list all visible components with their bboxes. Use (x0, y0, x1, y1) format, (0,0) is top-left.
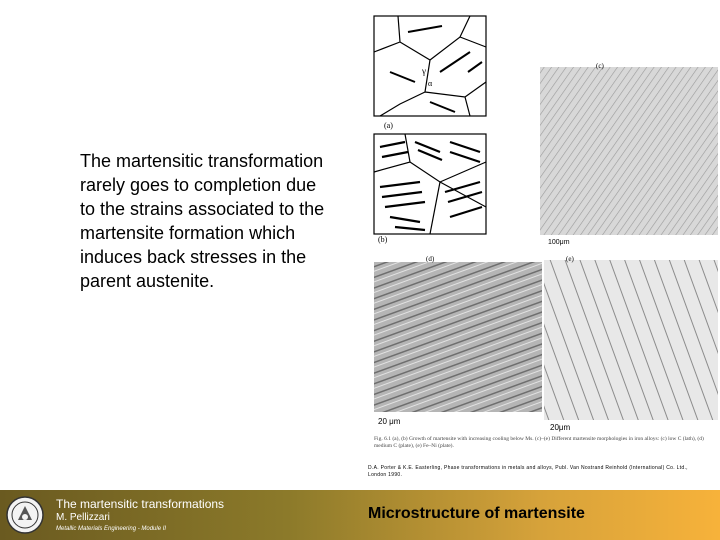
panel-b-schematic (374, 134, 486, 234)
gamma-label: γ (422, 66, 426, 76)
panel-d-label: (d) (426, 255, 435, 263)
citation: D.A. Porter & K.E. Easterling, Phase transformations in metals and alloys, Publ. Van Nostrand Reinhold (International) Co. Ltd., London 1990. (368, 465, 688, 478)
panel-c-micrograph (540, 67, 718, 235)
panel-a-label: (a) (384, 121, 393, 130)
course-title: The martensitic transformations (56, 497, 225, 511)
slide-title: Microstructure of martensite (368, 505, 585, 522)
panel-e-micrograph (544, 260, 718, 420)
panel-d-micrograph (374, 262, 542, 412)
figure-caption-box (374, 436, 718, 462)
university-seal-icon (6, 496, 44, 534)
figure-caption: Fig. 6.1 (a), (b) Growth of martensite with increasing cooling below Ms. (c)–(e) Different martensite morphologies in iron alloys: (c) low C (lath), (d) medium C (plate), (e) Fe–Ni (plate). (374, 436, 704, 449)
panel-b-label: (b) (378, 235, 388, 244)
panel-d-scale: 20 μm (378, 417, 401, 426)
panel-c-scale: 100μm (548, 239, 570, 246)
panel-e-label: (e) (566, 255, 574, 263)
alpha-label: α (428, 79, 433, 88)
author-name: M. Pellizzari (56, 512, 110, 523)
panel-e-scale: 20μm (550, 423, 571, 432)
body-text: The martensitic transformation rarely goes to completion due to the strains associated to the martensite formation which induces back stresses in the parent austenite. (80, 151, 325, 291)
panel-c-label: (c) (596, 62, 604, 70)
martensite-figure (370, 12, 720, 462)
panel-a-schematic (374, 16, 486, 116)
module-name: Metallic Materials Engineering - Module II (56, 526, 167, 532)
